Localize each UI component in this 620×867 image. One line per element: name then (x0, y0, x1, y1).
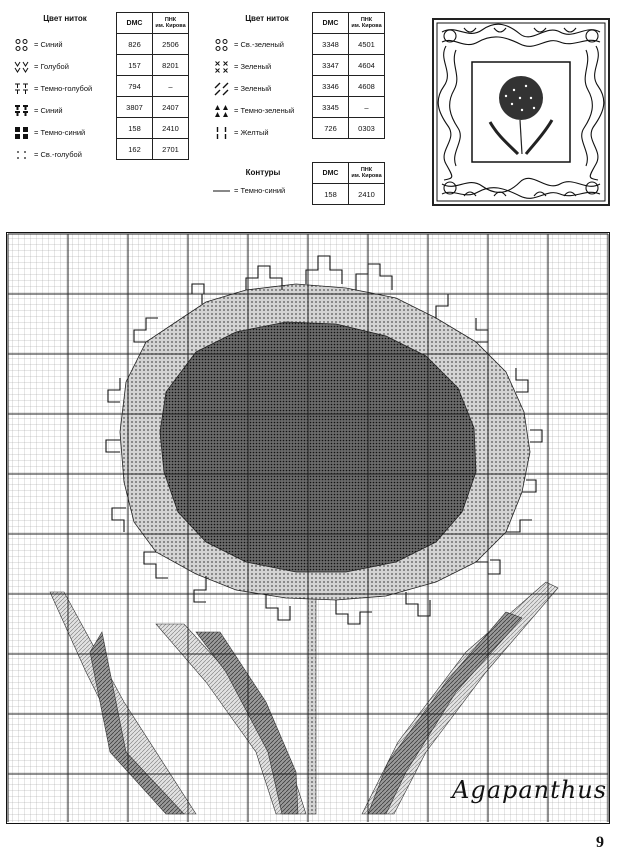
table-header-row (117, 13, 189, 34)
table-row: 726 0303 (313, 118, 385, 139)
pnk-header: ПНК им. Кирова (153, 13, 189, 34)
ornamental-frame-illustration (434, 20, 608, 204)
thread-name: = Голубой (34, 62, 69, 71)
chart-signature: Agapanthus (452, 776, 608, 804)
table-row: 158 2410 (117, 118, 189, 139)
symbol-crosses-icon (214, 60, 230, 74)
table-row: 3347 4604 (313, 55, 385, 76)
symbol-triangles-icon (214, 104, 230, 118)
table-row: 3346 4608 (313, 76, 385, 97)
thread-name: = Синий (34, 106, 63, 115)
thread-name: = Св.-голубой (34, 150, 82, 159)
thread-name: = Зеленый (234, 62, 272, 71)
table-row: 3348 4501 (313, 34, 385, 55)
contour-line-icon (212, 184, 230, 198)
dmc-header: DMC (313, 13, 349, 34)
thread-name: = Темно-голубой (34, 84, 93, 93)
thread-name: = Темно-синий (34, 128, 86, 137)
table-row: 794 – (117, 76, 189, 97)
preview-image (432, 18, 610, 206)
page-number: 9 (596, 834, 604, 851)
symbol-tees-bold-icon (14, 104, 30, 118)
thread-name: = Темно-зеленый (234, 106, 295, 115)
table-row: 3345 – (313, 97, 385, 118)
dmc-header: DMC (117, 13, 153, 34)
table-row: 158 2410 (313, 184, 385, 205)
thread-name: = Зеленый (234, 84, 272, 93)
pnk-header: ПНК им. Кирова (349, 163, 385, 184)
legend-left-table (116, 12, 189, 160)
dmc-header: DMC (313, 163, 349, 184)
thread-name: = Желтый (234, 128, 269, 137)
thread-name: = Синий (34, 40, 63, 49)
legend-right-header: Цвет ниток (245, 14, 289, 23)
thread-name: = Св.-зеленый (234, 40, 284, 49)
cross-stitch-chart (6, 232, 610, 824)
table-row: 157 8201 (117, 55, 189, 76)
legend-left-header: Цвет ниток (43, 14, 87, 23)
symbol-circles-icon (214, 38, 230, 52)
contours-title: Контуры (245, 168, 281, 177)
symbol-bars-icon (214, 126, 230, 140)
stem (308, 582, 316, 814)
legend-right-table (312, 12, 385, 139)
thread-name: = Темно-синий (234, 186, 286, 195)
table-row: 826 2506 (117, 34, 189, 55)
contours-table (312, 162, 385, 205)
symbol-dots-icon (14, 148, 30, 162)
table-row: 3807 2407 (117, 97, 189, 118)
symbol-squares-icon (14, 126, 30, 140)
symbol-tees-icon (14, 82, 30, 96)
pnk-header: ПНК им. Кирова (349, 13, 385, 34)
table-row: 162 2701 (117, 139, 189, 160)
table-header-row (313, 13, 385, 34)
symbol-chevrons-icon (14, 60, 30, 74)
symbol-circles-icon (14, 38, 30, 52)
table-header-row (313, 163, 385, 184)
symbol-slashes-icon (214, 82, 230, 96)
